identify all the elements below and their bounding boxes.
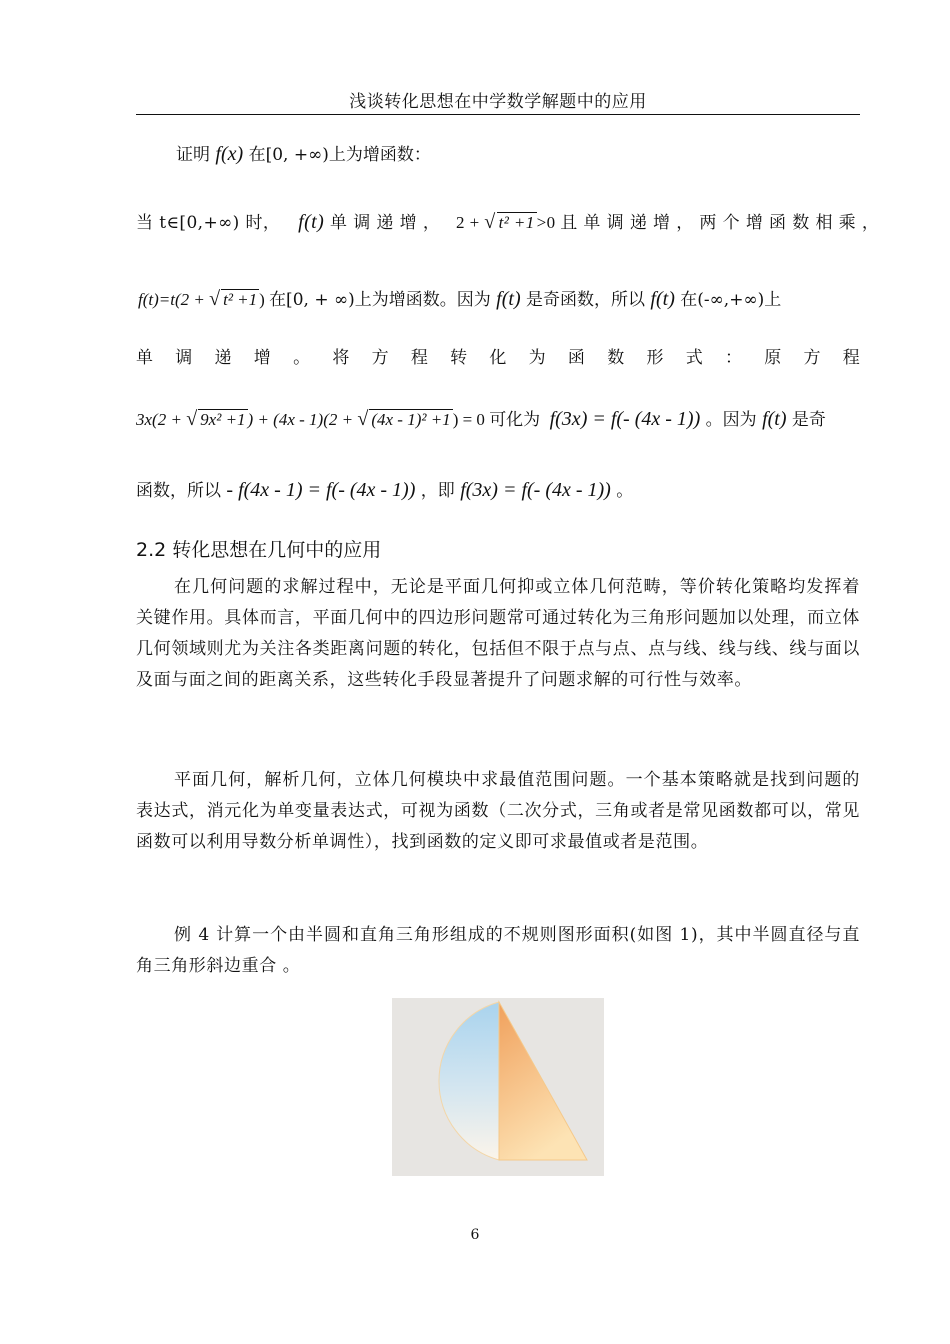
formula-ft-range: f(t) bbox=[650, 288, 675, 310]
formula-eq-radicand-1: 9x² +1 bbox=[200, 410, 246, 429]
formula-ft-odd: f(t) bbox=[496, 288, 521, 310]
running-header: 浅谈转化思想在中学数学解题中的应用 bbox=[349, 92, 647, 112]
formula-sqrt-radicand: t² +1 bbox=[498, 213, 535, 232]
text-can-be-written: 可化为 bbox=[489, 410, 541, 430]
justified-char: 程 bbox=[410, 348, 428, 368]
proof-line-2 bbox=[136, 210, 879, 235]
text-because: 。因为 bbox=[705, 410, 757, 430]
justified-char: 程 bbox=[842, 348, 860, 368]
justified-char: 。 bbox=[293, 348, 311, 368]
justified-char: 函 bbox=[567, 348, 585, 368]
justified-char: 数 bbox=[607, 348, 625, 368]
proof-line-1 bbox=[176, 142, 431, 167]
page-number: 6 bbox=[470, 1227, 480, 1243]
formula-odd-identity: - f(4x - 1) = f(- (4x - 1)) bbox=[226, 479, 416, 501]
formula-sqrt-positive: 2 + √ t² +1 >0 bbox=[456, 211, 556, 233]
formula-ft-def-radicand: t² +1 bbox=[223, 290, 258, 309]
figure-svg bbox=[392, 998, 604, 1176]
formula-ft-def-right: ) bbox=[259, 290, 265, 309]
formula-eq-radicand-2: (4x - 1)² +1 bbox=[371, 410, 451, 429]
proof-line-3 bbox=[138, 287, 781, 312]
proof-line-6 bbox=[136, 478, 633, 503]
formula-eq-part-a: 3x(2 + bbox=[136, 410, 187, 429]
justified-char: 原 bbox=[764, 348, 782, 368]
justified-char: 将 bbox=[332, 348, 350, 368]
text-that-is: ，即 bbox=[420, 481, 455, 501]
proof-line-5 bbox=[136, 407, 826, 432]
header-rule bbox=[136, 114, 860, 115]
justified-char: 增 bbox=[253, 348, 271, 368]
paragraph-extremum-strategy: 平面几何，解析几何，立体几何模块中求最值范围问题。一个基本策略就是找到问题的表达式，消元化为单变量表达式，可视为函数（二次分式，三角或者是常见函数都可以，常见函数可以利用导数分析单调性），找到函数的定义即可求最值或者是范围。 bbox=[136, 770, 860, 852]
formula-f3x-result: f(3x) = f(- (4x - 1)) bbox=[460, 479, 611, 501]
formula-eq-part-b: ) + (4x - 1)(2 + bbox=[247, 410, 358, 429]
formula-fx: f(x) bbox=[215, 143, 244, 165]
formula-sqrt-left: 2 + bbox=[456, 213, 485, 232]
justified-char: 化 bbox=[489, 348, 507, 368]
justified-char: 调 bbox=[175, 348, 193, 368]
proof-line-4 bbox=[136, 346, 860, 370]
text-product-increasing: 且 单 调 递 增 ， 两 个 增 函 数 相 乘 ， bbox=[560, 213, 880, 233]
text-period: 。 bbox=[616, 481, 634, 501]
justified-char: 形 bbox=[646, 348, 664, 368]
formula-eq-part-c: ) = 0 bbox=[452, 410, 485, 429]
text-increasing-odd: 在[0, + ∞)上为增函数。因为 bbox=[269, 290, 491, 310]
formula-ft-definition: f(t)=t(2 + √ t² +1 ) bbox=[138, 288, 265, 310]
text-is-odd: 是奇 bbox=[791, 410, 826, 430]
justified-char: 方 bbox=[803, 348, 821, 368]
paragraph-geometry-intro: 在几何问题的求解过程中，无论是平面几何抑或立体几何范畴，等价转化策略均发挥着关键作用。具体而言，平面几何中的四边形问题常可通过转化为三角形问题加以处理，而立体几何领域则尤为关注各类距离问题的转化，包括但不限于点与点、点与线、线与线、线与面以及面与面之间的距离关系，这些转化手段显著提升了问题求解的可行性与效率。 bbox=[136, 577, 860, 690]
text-odd-function: 是奇函数，所以 bbox=[526, 290, 646, 310]
formula-ft: f(t) bbox=[298, 211, 325, 233]
figure-semicircle-triangle bbox=[392, 998, 604, 1176]
justified-char: 递 bbox=[214, 348, 232, 368]
paragraph-example-4: 例 4 计算一个由半圆和直角三角形组成的不规则图形面积(如图 1)，其中半圆直径与直角三角形斜边重合 。 bbox=[136, 925, 860, 976]
text-monotone: 单 调 递 增 ， bbox=[330, 213, 441, 233]
section-heading: 2.2 转化思想在几何中的应用 bbox=[136, 539, 382, 561]
formula-f3x-equation: f(3x) = f(- (4x - 1)) bbox=[549, 408, 701, 430]
justified-char: 式 bbox=[685, 348, 703, 368]
proof-label: 证明 bbox=[176, 145, 210, 165]
justified-char: 转 bbox=[450, 348, 468, 368]
justified-char: 为 bbox=[528, 348, 546, 368]
text-when-t: 当 t∈[0,+∞) 时， bbox=[136, 213, 281, 233]
formula-ft-def-left: f(t)=t(2 + bbox=[138, 290, 210, 309]
justified-char: 方 bbox=[371, 348, 389, 368]
formula-sqrt-right: >0 bbox=[536, 213, 556, 232]
formula-original-equation: 3x(2 + √ 9x² +1 ) + (4x - 1)(2 + √ (4x - 1)² +1 ) = 0 bbox=[136, 408, 485, 430]
text-on-real-line: 在(-∞,+∞)上 bbox=[680, 290, 782, 310]
justified-char: 单 bbox=[136, 348, 153, 368]
justified-char: ： bbox=[724, 348, 742, 368]
proof-statement: 在[0, +∞)上为增函数： bbox=[248, 145, 431, 165]
text-function-so: 函数，所以 bbox=[136, 481, 221, 501]
formula-ft-odd-2: f(t) bbox=[762, 408, 787, 430]
